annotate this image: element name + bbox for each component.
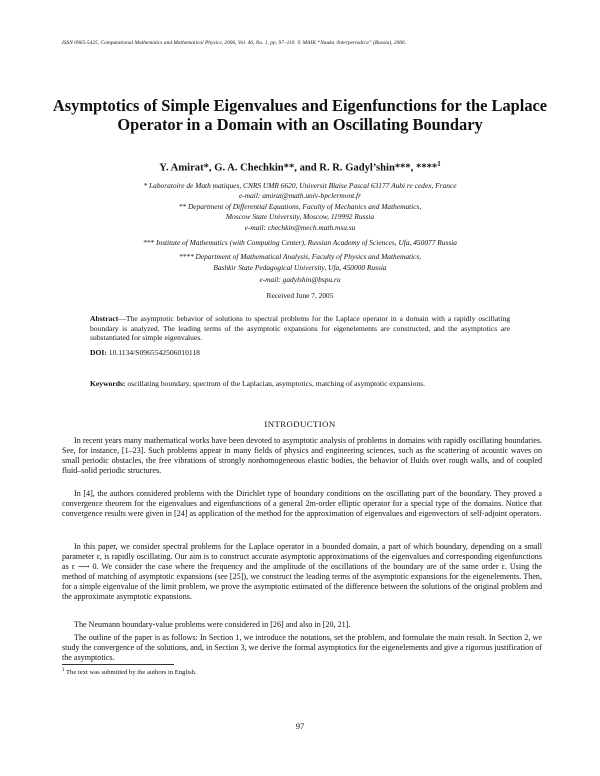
affiliation-2-email: e-mail: chechkin@mech.math.msu.su: [244, 223, 356, 232]
doi-label: DOI:: [90, 348, 107, 357]
footnote-text: The text was submitted by the authors in English.: [66, 669, 197, 677]
footnote-divider: [62, 664, 174, 665]
doi-line: [90, 348, 510, 357]
author-footnote-mark: 1: [437, 160, 441, 168]
intro-paragraph-3: In this paper, we consider spectral problems for the Laplace operator in a bounded domain, a part of which boundary, depending on a small parameter ε, is rapidly oscillating. Our aim is to construct accurate asymptotic approximations of the eigenvalues and corresponding eigenfunctions as ε ⟶ 0. We consider the case where the frequency and the amplitude of the oscillations of the boundary are of the same order ε. Using the method of matching of asymptotic expansions (see [25]), we construct the leading terms of the asymptotic expansions for the eigenelements. Then, for a simple eigenvalue of the limit problem, we prove the asymptotic estimated of the difference between the solutions of the original problem and the approximate asymptotic expansions.: [62, 542, 542, 602]
intro-paragraph-4: The Neumann boundary-value problems were considered in [26] and also in [20, 21].: [74, 620, 351, 629]
affiliation-3: *** Institute of Mathematics (with Computing Center), Russian Academy of Sciences, Ufa, 450077 Russia: [143, 238, 457, 247]
affiliation-1: * Laboratoire de Math matiques, CNRS UMR 6620, Universit Blaise Pascal 63177 Aubi re cedex, France: [143, 181, 457, 190]
affiliation-4-email: e-mail: gadylshin@bspu.ru: [259, 275, 341, 284]
page-number: 97: [295, 721, 305, 731]
author-names: Y. Amirat*, G. A. Chechkin**, and R. R. Gadyl’shin***, ****: [159, 162, 438, 174]
intro-paragraph-1: In recent years many mathematical works have been devoted to asymptotic analysis of problems in domains with rapidly oscillating boundaries. See, for instance, [1–23]. Such problems appear in many fields of physics and engineering sciences, such as the scattering of acoustic waves on small periodic obstacles, the free vibrations of strongly nonhomogeneous elastic bodies, the behavior of fluids over rough walls, and of coupled fluid–solid periodic structures.: [62, 436, 542, 476]
affiliation-4: **** Department of Mathematical Analysis, Faculty of Physics and Mathematics,: [178, 252, 422, 261]
abstract: [90, 314, 510, 343]
affiliation-1-email: e-mail: amirat@math.univ-bpclermont.fr: [239, 191, 361, 200]
article-title: Asymptotics of Simple Eigenvalues and Eigenfunctions for the Laplace Operator in a Domain with an Oscillating Boundary: [52, 96, 548, 134]
intro-paragraph-2: In [4], the authors considered problems with the Dirichlet type of boundary conditions on the oscillating part of the boundary. They proved a convergence theorem for the eigenvalues and eigenfunctions of a general 2m-order elliptic operator for a special type of the domains. Notice that convergence results were given in [24] as application of the method for the approximation of eigenvalues and eigenvectors of self-adjoint operators.: [62, 489, 542, 519]
affiliation-2: ** Department of Differential Equations, Faculty of Mechanics and Mathematics,: [178, 202, 422, 211]
affiliation-2-address: Moscow State University, Moscow, 119992 Russia: [225, 212, 375, 221]
affiliation-4-address: Bashkir State Pedagogical University, Ufa, 450000 Russia: [213, 263, 387, 272]
footnote: [62, 668, 542, 676]
keywords-text: oscillating boundary, spectrum of the Laplacian, asymptotics, matching of asymptotic expansions.: [127, 379, 426, 388]
doi-value: 10.1134/S0965542506010118: [108, 348, 200, 357]
keywords: [90, 379, 510, 389]
keywords-label: Keywords:: [90, 379, 126, 388]
abstract-label: Abstract: [90, 314, 119, 323]
section-heading-introduction: INTRODUCTION: [264, 419, 336, 429]
intro-paragraph-5: The outline of the paper is as follows: In Section 1, we introduce the notations, set the problem, and formulate the main result. In Section 2, we study the convergence of the solutions, and, in Section 3, we derive the formal asymptotics for the eigenelements and give a rigorous justification of the asymptotics.: [62, 633, 542, 663]
abstract-text: —The asymptotic behavior of solutions to spectral problems for the Laplace operator in a domain with a rapidly oscillating boundary is analyzed. The leading terms of the asymptotic expansions for eigenelements are constructed, and the asymptotics are substantiated for simple eigenvalues.: [90, 314, 510, 343]
journal-header: ISSN 0965-5425, Computational Mathematics and Mathematical Physics, 2006, Vol. 46, No. 1, pp. 97–110. © MAIK “Nauka /Interperiodica” (Russia), 2006.: [62, 40, 407, 46]
author-list: [40, 160, 560, 174]
received-date: Received June 7, 2005: [266, 291, 334, 300]
footnote-mark: 1: [62, 668, 65, 673]
